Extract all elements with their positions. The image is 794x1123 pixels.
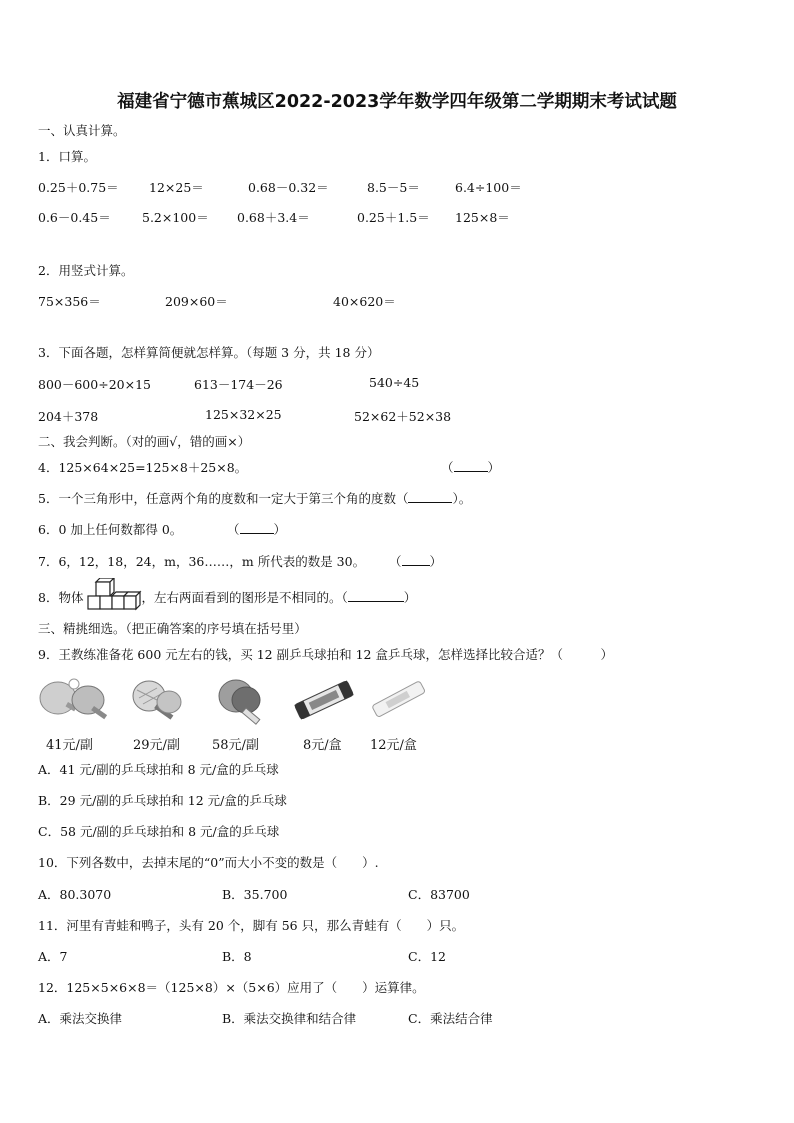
q1-expr: 125×8＝ bbox=[455, 210, 510, 225]
q10-text: 10．下列各数中，去掉末尾的“0”而大小不变的数是（ ）. bbox=[38, 855, 379, 870]
q7-text: 7．6，12，18，24，m，36……，m 所代表的数是 30。 bbox=[38, 554, 366, 569]
q10-option-b[interactable]: B．35.700 bbox=[222, 887, 288, 902]
answer-line bbox=[402, 553, 430, 566]
q11-option-b[interactable]: B．8 bbox=[222, 949, 252, 964]
q3-expr: 613－174－26 bbox=[194, 377, 283, 392]
q4-answer-blank[interactable] bbox=[441, 458, 500, 476]
q9-option-a[interactable]: A．41 元/副的乒乓球拍和 8 元/盒的乒乓球 bbox=[38, 762, 279, 777]
price-label: 58元/副 bbox=[212, 738, 259, 753]
q8-stem-post: ，左右两面看到的图形是不相同的。（ bbox=[141, 590, 348, 605]
q10-option-c[interactable]: C．83700 bbox=[408, 887, 470, 902]
section-heading-3: 三、精挑细选。（把正确答案的序号填在括号里） bbox=[38, 621, 307, 636]
q4-text: 4．125×64×25=125×8＋25×8。 bbox=[38, 460, 248, 475]
paren-close: ） bbox=[487, 460, 501, 475]
paren-close: ） bbox=[403, 590, 417, 605]
price-label: 8元/盒 bbox=[303, 738, 342, 753]
q2-label: 2．用竖式计算。 bbox=[38, 263, 134, 278]
q1-expr: 6.4÷100＝ bbox=[455, 180, 522, 195]
paren-close: ） bbox=[273, 522, 287, 537]
q9-option-c[interactable]: C．58 元/副的乒乓球拍和 8 元/盒的乒乓球 bbox=[38, 824, 280, 839]
q3-label: 3．下面各题，怎样算简便就怎样算。（每题 3 分，共 18 分） bbox=[38, 345, 380, 360]
paren-close: ） bbox=[429, 554, 443, 569]
q11-option-c[interactable]: C．12 bbox=[408, 949, 446, 964]
paren-open: （ bbox=[389, 554, 402, 569]
q1-expr: 5.2×100＝ bbox=[142, 210, 209, 225]
q12-option-c[interactable]: C．乘法结合律 bbox=[408, 1011, 493, 1026]
q6-text: 6．0 加上任何数都得 0。 bbox=[38, 522, 183, 537]
q5-answer-blank[interactable] bbox=[408, 490, 452, 503]
q3-expr: 800－600÷20×15 bbox=[38, 377, 151, 392]
q11-option-a[interactable]: A．7 bbox=[38, 949, 68, 964]
paren-open: （ bbox=[441, 460, 454, 475]
section-heading-2: 二、我会判断。（对的画√，错的画×） bbox=[38, 434, 251, 449]
q8-stem-pre: 8．物体 bbox=[38, 590, 84, 605]
q1-expr: 0.68－0.32＝ bbox=[248, 180, 329, 195]
paddle-icon bbox=[38, 676, 112, 724]
ball-box-icon bbox=[289, 676, 359, 724]
q5-stem: 5．一个三角形中，任意两个角的度数和一定大于第三个角的度数（ bbox=[38, 491, 409, 506]
paddle-icon bbox=[210, 676, 270, 726]
cube-figure-icon bbox=[86, 578, 142, 612]
q12-option-a[interactable]: A．乘法交换律 bbox=[38, 1011, 123, 1026]
paddle-icon bbox=[127, 676, 187, 726]
q1-expr: 8.5－5＝ bbox=[367, 180, 420, 195]
q5-text bbox=[38, 489, 471, 507]
price-label: 29元/副 bbox=[133, 738, 180, 753]
paren-open: （ bbox=[227, 522, 240, 537]
section-heading-1: 一、认真计算。 bbox=[38, 123, 126, 138]
page-title: 福建省宁德市蕉城区2022-2023学年数学四年级第二学期期末考试试题 bbox=[117, 92, 677, 112]
price-label: 12元/盒 bbox=[370, 738, 417, 753]
q3-expr: 125×32×25 bbox=[205, 407, 282, 422]
answer-line bbox=[240, 521, 274, 534]
q9-text: 9．王教练准备花 600 元左右的钱，买 12 副乒乓球拍和 12 盒乒乓球，怎样选择比较合适？（ ） bbox=[38, 647, 613, 662]
q3-expr: 540÷45 bbox=[369, 375, 420, 390]
q1-expr: 0.25＋1.5＝ bbox=[357, 210, 430, 225]
q11-text: 11．河里有青蛙和鸭子，头有 20 个，脚有 56 只，那么青蛙有（ ）只。 bbox=[38, 918, 465, 933]
q1-expr: 0.6－0.45＝ bbox=[38, 210, 111, 225]
q1-label: 1．口算。 bbox=[38, 149, 96, 164]
answer-line bbox=[454, 459, 488, 472]
q9-option-b[interactable]: B．29 元/副的乒乓球拍和 12 元/盒的乒乓球 bbox=[38, 793, 287, 808]
q1-expr: 0.68＋3.4＝ bbox=[237, 210, 310, 225]
ball-box-icon bbox=[366, 676, 430, 724]
q6-answer-blank[interactable] bbox=[227, 520, 286, 538]
q8-answer-blank[interactable] bbox=[348, 589, 404, 602]
q7-answer-blank[interactable] bbox=[389, 552, 442, 570]
q10-option-a[interactable]: A．80.3070 bbox=[38, 887, 112, 902]
paren-close: ）。 bbox=[452, 491, 472, 506]
q3-expr: 52×62＋52×38 bbox=[354, 409, 452, 424]
q2-expr: 209×60＝ bbox=[165, 294, 228, 309]
price-label: 41元/副 bbox=[46, 738, 93, 753]
q2-expr: 40×620＝ bbox=[333, 294, 396, 309]
q1-expr: 0.25＋0.75＝ bbox=[38, 180, 119, 195]
q3-expr: 204＋378 bbox=[38, 409, 99, 424]
q12-option-b[interactable]: B．乘法交换律和结合律 bbox=[222, 1011, 357, 1026]
q1-expr: 12×25＝ bbox=[149, 180, 204, 195]
q12-text: 12．125×5×6×8＝（125×8）×（5×6）应用了（ ）运算律。 bbox=[38, 980, 425, 995]
q2-expr: 75×356＝ bbox=[38, 294, 101, 309]
